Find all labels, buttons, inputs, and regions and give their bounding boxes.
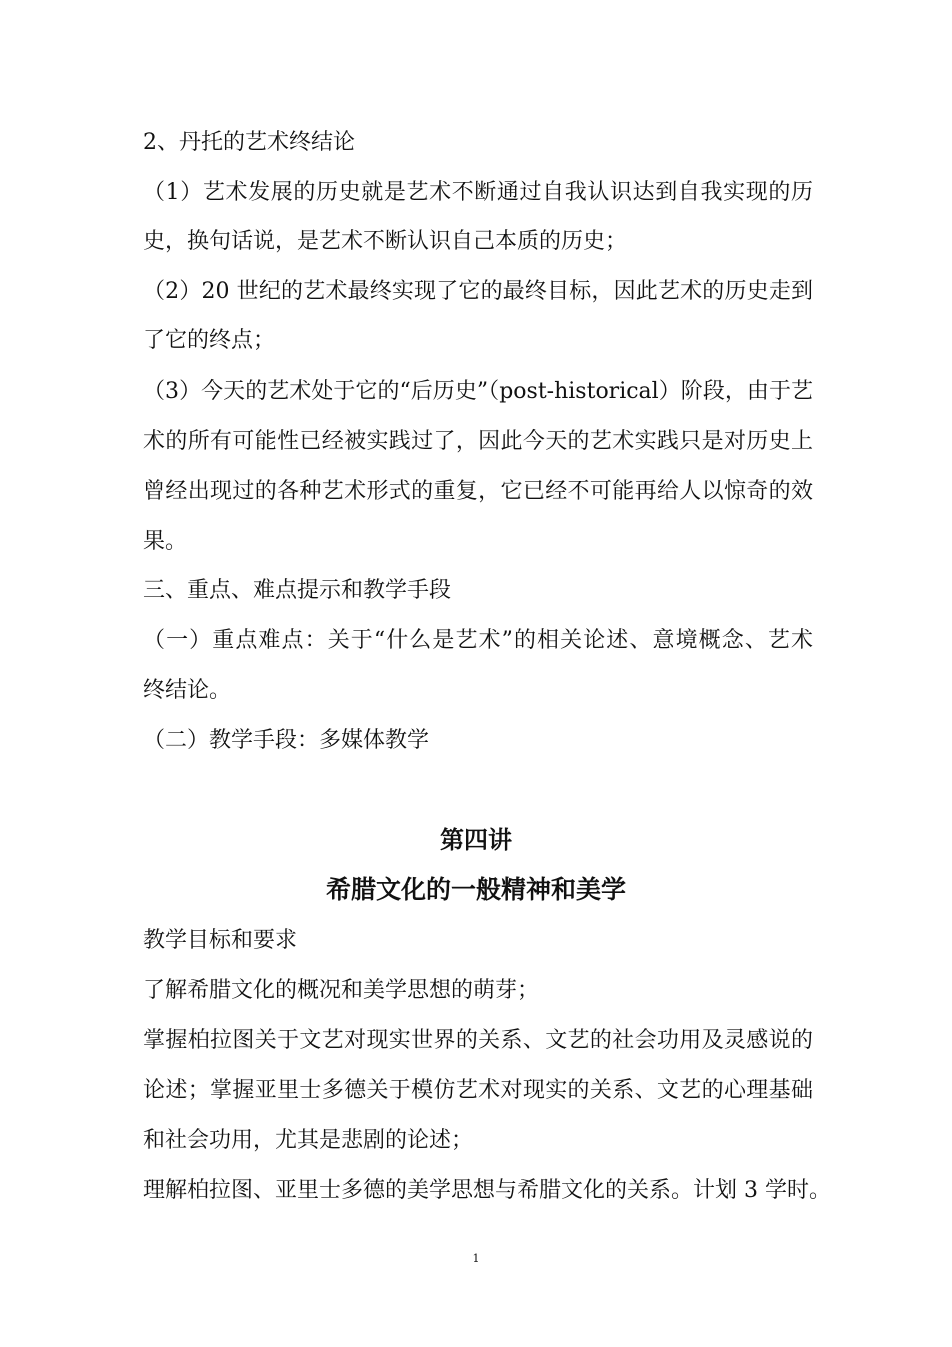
point-3-line-4: 果。 [143, 529, 188, 554]
key-points-line-2: 终结论。 [143, 678, 232, 703]
goal-2-line-2: 论述；掌握亚里士多德关于模仿艺术对现实的关系、文艺的心理基础 [143, 1078, 813, 1103]
goal-2-line-3: 和社会功用，尤其是悲剧的论述； [143, 1128, 474, 1153]
goals-label: 教学目标和要求 [143, 928, 298, 953]
subheading-danto: 2、丹托的艺术终结论 [143, 130, 355, 155]
teaching-method-line: （二）教学手段：多媒体教学 [143, 728, 430, 753]
section-heading-3: 三、重点、难点提示和教学手段 [143, 578, 452, 603]
goal-3: 理解柏拉图、亚里士多德的美学思想与希腊文化的关系。计划 3 学时。 [143, 1178, 831, 1203]
point-2-line-1: （2）20 世纪的艺术最终实现了它的最终目标，因此艺术的历史走到 [143, 279, 813, 304]
point-3-line-1: （3）今天的艺术处于它的“后历史”（post-historical）阶段，由于艺 [143, 379, 813, 404]
point-1-line-1: （1）艺术发展的历史就是艺术不断通过自我认识达到自我实现的历 [143, 180, 813, 205]
page-number: 1 [472, 1252, 480, 1265]
point-3-line-3: 曾经出现过的各种艺术形式的重复，它已经不可能再给人以惊奇的效 [143, 479, 813, 504]
point-3-line-2: 术的所有可能性已经被实践过了，因此今天的艺术实践只是对历史上 [143, 429, 813, 454]
goal-1: 了解希腊文化的概况和美学思想的萌芽； [143, 978, 540, 1003]
point-1-line-2: 史，换句话说，是艺术不断认识自己本质的历史； [143, 229, 628, 254]
lecture-title: 希腊文化的一般精神和美学 [325, 875, 626, 904]
key-points-line-1: （一）重点难点：关于“什么是艺术”的相关论述、意境概念、艺术 [143, 628, 813, 653]
lecture-number: 第四讲 [440, 826, 512, 854]
point-2-line-2: 了它的终点； [143, 328, 276, 353]
goal-2-line-1: 掌握柏拉图关于文艺对现实世界的关系、文艺的社会功用及灵感说的 [143, 1028, 813, 1053]
